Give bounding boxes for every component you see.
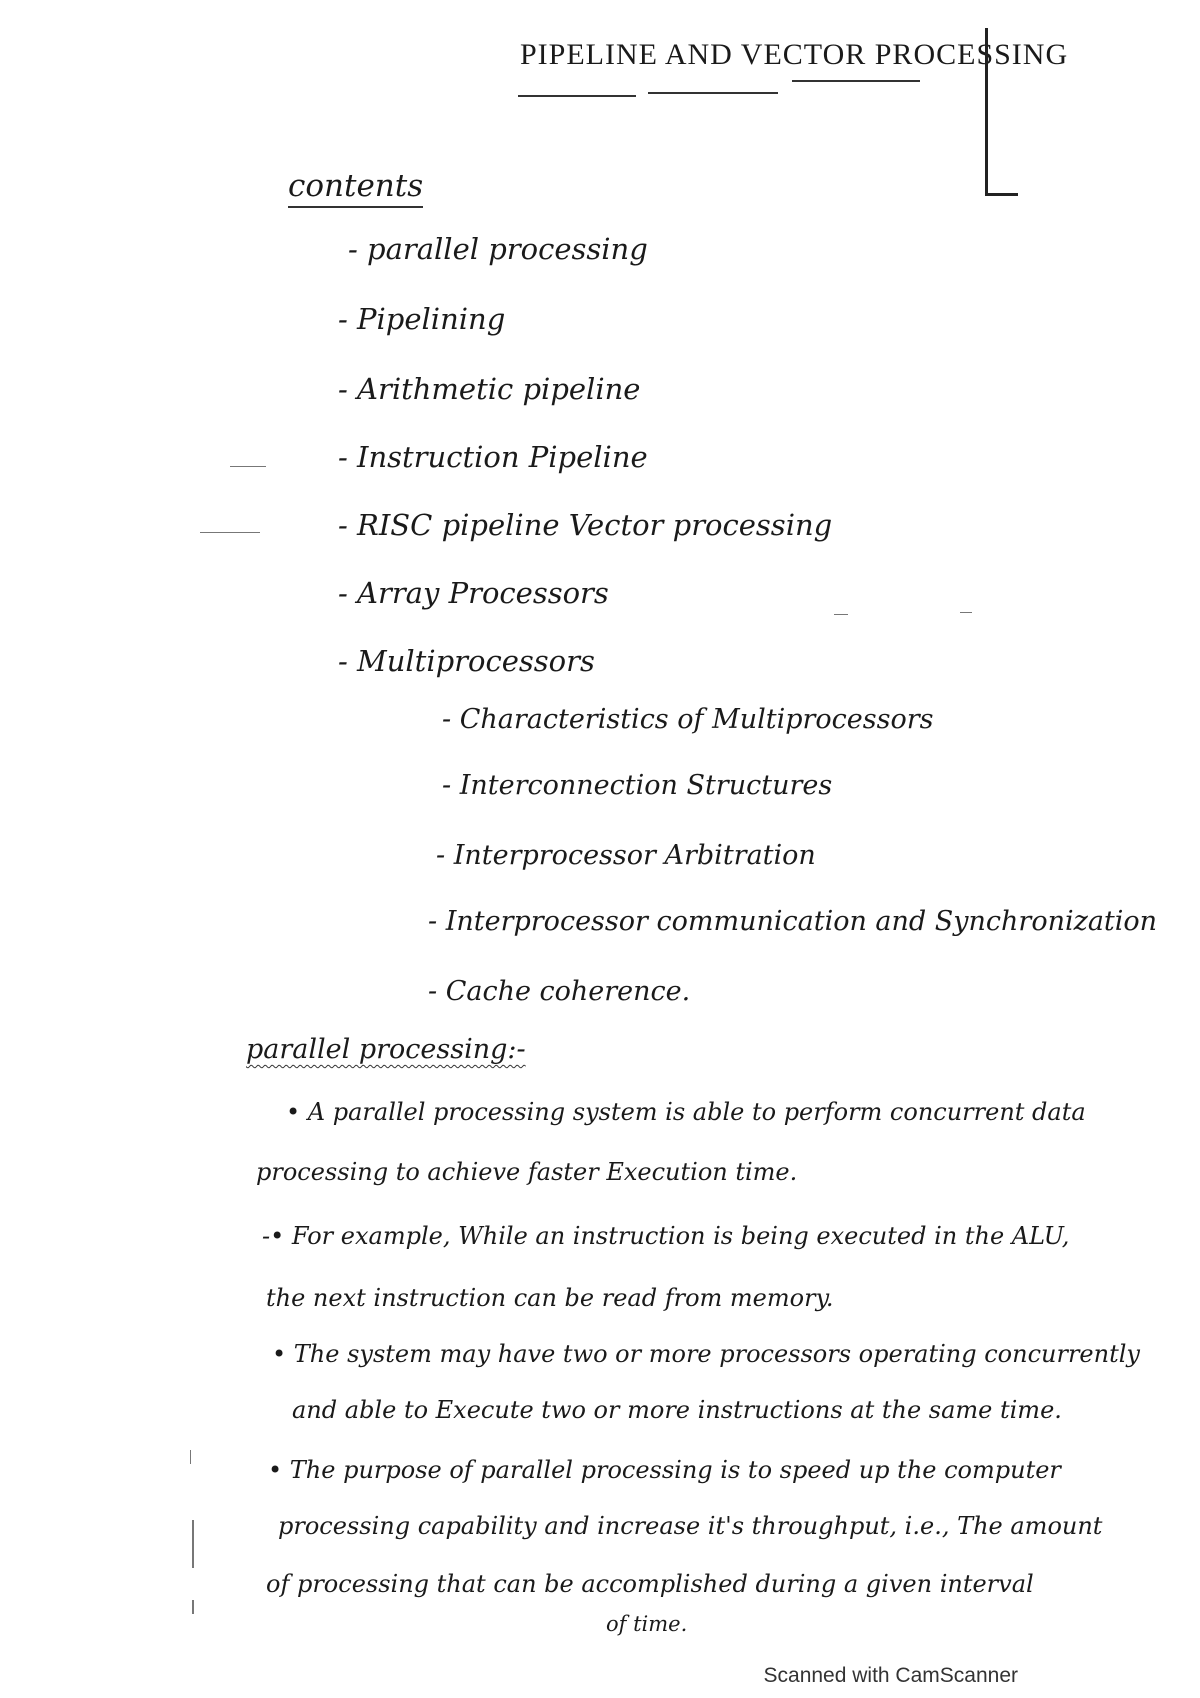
- contents-item: - Arithmetic pipeline: [338, 372, 641, 406]
- title-underline: [518, 95, 636, 97]
- scan-speck: [192, 1600, 194, 1614]
- contents-item: - Instruction Pipeline: [338, 440, 648, 474]
- margin-bracket: [985, 28, 1018, 196]
- scan-speck: [230, 466, 266, 467]
- contents-item: - Multiprocessors: [338, 644, 595, 678]
- contents-item: - Array Processors: [338, 576, 609, 610]
- body-line: • A parallel processing system is able to perform concurrent data: [286, 1098, 1086, 1126]
- scan-speck: [192, 1520, 194, 1568]
- body-line: processing capability and increase it's throughput, i.e., The amount: [278, 1512, 1103, 1540]
- scanner-watermark: Scanned with CamScanner: [763, 1664, 1018, 1687]
- body-line: -• For example, While an instruction is being executed in the ALU,: [262, 1222, 1070, 1250]
- contents-subitem: - Cache coherence.: [428, 976, 691, 1007]
- scan-speck: [200, 532, 260, 533]
- contents-subitem: - Interconnection Structures: [442, 770, 833, 801]
- body-line: the next instruction can be read from memory.: [266, 1284, 834, 1312]
- contents-subitem: - Characteristics of Multiprocessors: [442, 704, 934, 735]
- body-line: of time.: [606, 1612, 688, 1636]
- page-title: PIPELINE AND VECTOR PROCESSING: [520, 38, 1069, 71]
- contents-subitem: - Interprocessor communication and Synchronization: [428, 906, 1158, 937]
- body-line: processing to achieve faster Execution time.: [256, 1158, 798, 1186]
- contents-item: - RISC pipeline Vector processing: [338, 508, 833, 542]
- scan-speck: [960, 612, 972, 613]
- contents-heading: contents: [288, 168, 423, 204]
- body-line: of processing that can be accomplished during a given interval: [266, 1570, 1034, 1598]
- body-line: and able to Execute two or more instructions at the same time.: [292, 1396, 1062, 1424]
- contents-item: - parallel processing: [348, 232, 648, 266]
- section-heading: parallel processing:-: [246, 1034, 526, 1065]
- contents-item: - Pipelining: [338, 302, 506, 336]
- body-line: • The purpose of parallel processing is to speed up the computer: [268, 1456, 1061, 1484]
- scan-speck: [190, 1450, 191, 1464]
- scan-speck: [834, 614, 848, 615]
- body-line: • The system may have two or more processors operating concurrently: [272, 1340, 1140, 1368]
- title-underline: [648, 92, 778, 94]
- contents-subitem: - Interprocessor Arbitration: [436, 840, 816, 871]
- title-underline: [792, 80, 920, 82]
